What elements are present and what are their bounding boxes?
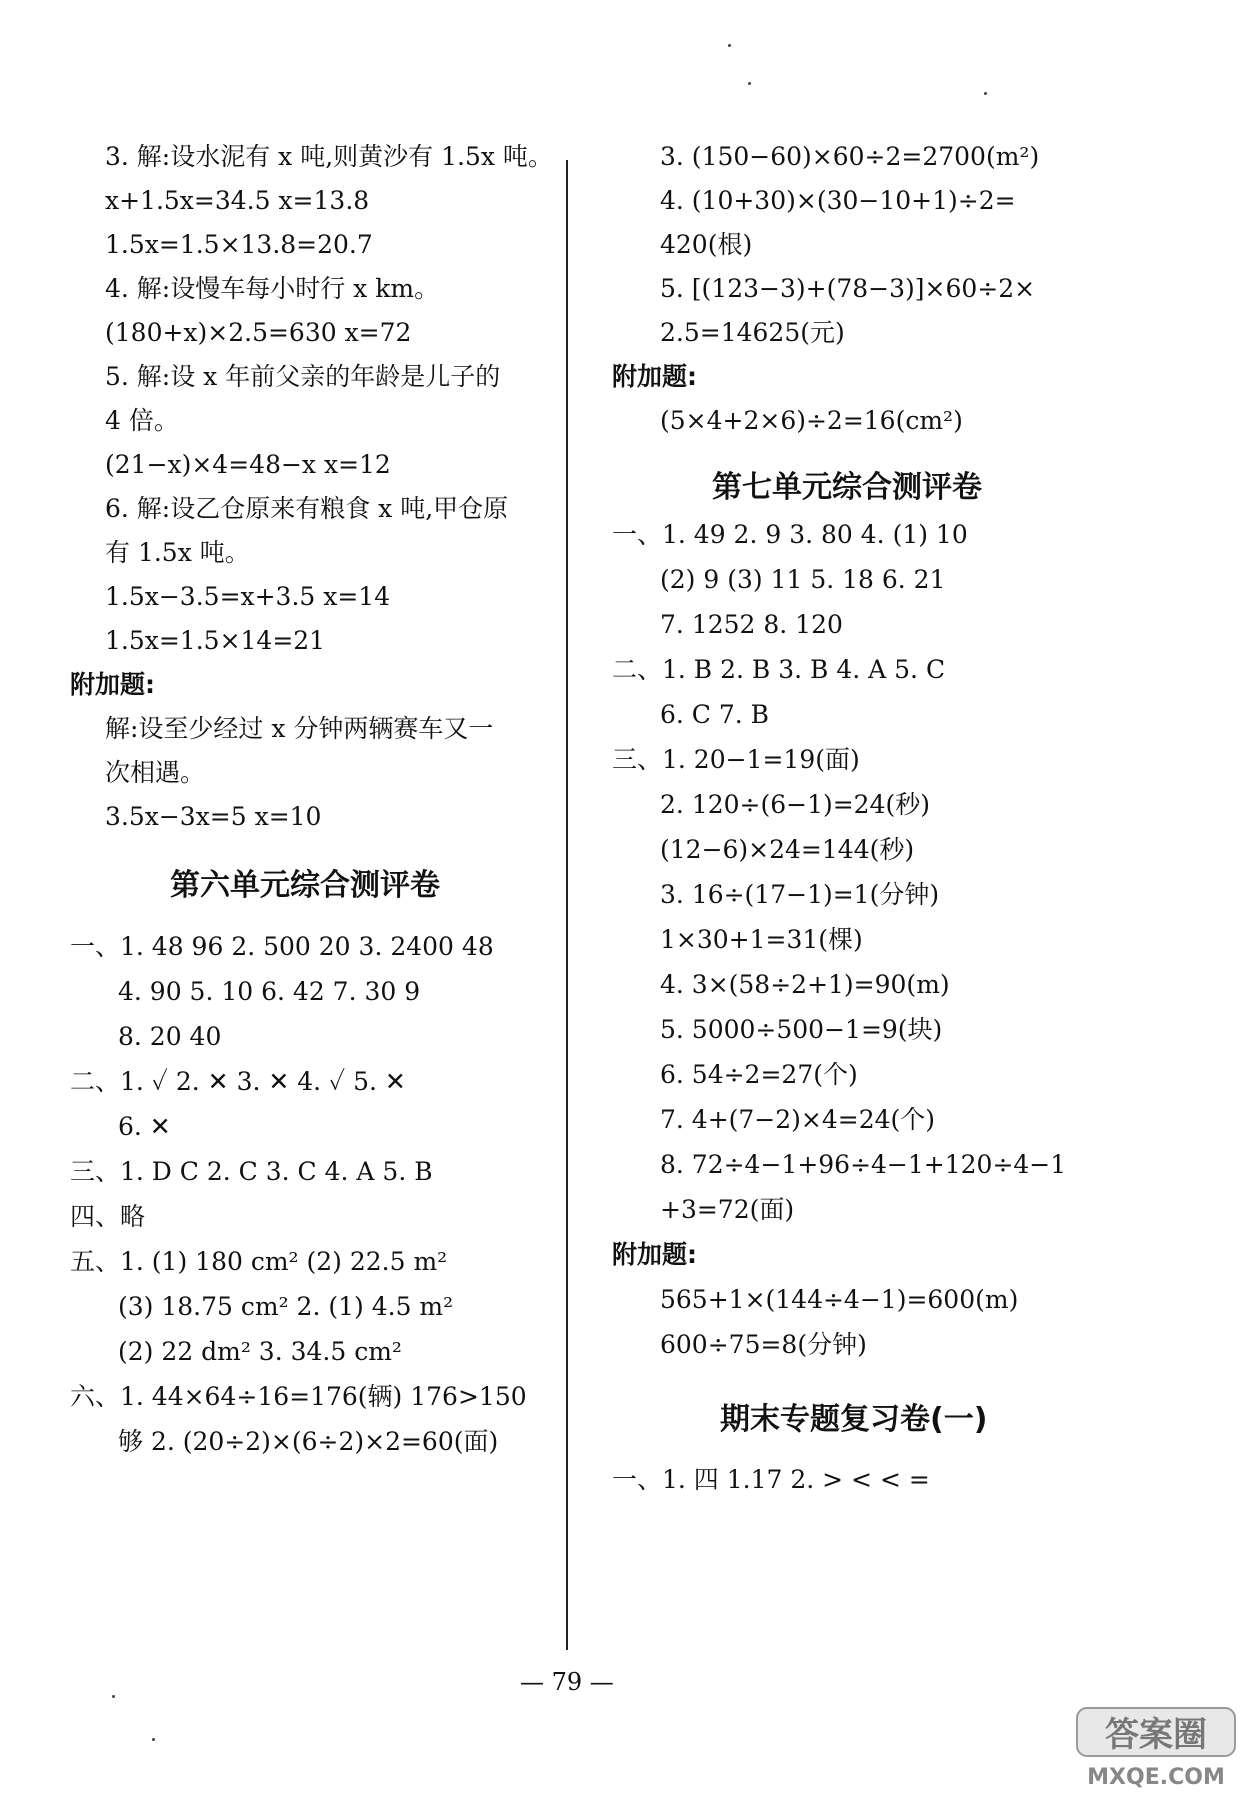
- svg-text:MXQE.COM: MXQE.COM: [1087, 1765, 1225, 1790]
- extra-line3: 3.5x−3x=5 x=10: [105, 802, 322, 831]
- r-q4-line1: 4. (10+30)×(30−10+1)÷2=: [660, 186, 1016, 215]
- q3-line3: 1.5x=1.5×13.8=20.7: [105, 230, 373, 259]
- scan-speck: [728, 44, 731, 47]
- u7-part1-line3: 7. 1252 8. 120: [660, 610, 843, 639]
- u6-part2-line2: 6. ✕: [118, 1112, 171, 1141]
- u6-part1-line2: 4. 90 5. 10 6. 42 7. 30 9: [118, 977, 421, 1006]
- final-part1-line1: 一、1. 四 1.17 2. > < < =: [612, 1465, 930, 1494]
- u6-part1-line3: 8. 20 40: [118, 1022, 222, 1051]
- u7-part3-q8-line1: 8. 72÷4−1+96÷4−1+120÷4−1: [660, 1150, 1067, 1179]
- u7-part2-line1: 二、1. B 2. B 3. B 4. A 5. C: [612, 655, 946, 684]
- u6-part6-line2: 够 2. (20÷2)×(6÷2)×2=60(面): [118, 1427, 499, 1456]
- final-review-title: 期末专题复习卷(一): [720, 1402, 988, 1437]
- u7-part3-q2-line1: 2. 120÷(6−1)=24(秒): [660, 790, 930, 819]
- q5-line2: 4 倍。: [105, 406, 179, 435]
- u6-part3: 三、1. D C 2. C 3. C 4. A 5. B: [70, 1157, 433, 1186]
- r-extra2-label: 附加题:: [612, 1240, 697, 1269]
- u6-part1-line1: 一、1. 48 96 2. 500 20 3. 2400 48: [70, 932, 494, 961]
- q6-line2: 有 1.5x 吨。: [105, 538, 250, 567]
- unit6-title: 第六单元综合测评卷: [170, 868, 440, 903]
- u6-part4: 四、略: [70, 1202, 146, 1231]
- watermark-logo-icon: [1071, 1702, 1241, 1792]
- column-divider: [566, 160, 568, 1650]
- q4-line2: (180+x)×2.5=630 x=72: [105, 318, 412, 347]
- r-extra: (5×4+2×6)÷2=16(cm²): [660, 406, 963, 435]
- u7-part3-q7: 7. 4+(7−2)×4=24(个): [660, 1105, 936, 1134]
- r-q3: 3. (150−60)×60÷2=2700(m²): [660, 142, 1040, 171]
- u6-part6-line1: 六、1. 44×64÷16=176(辆) 176>150: [70, 1382, 527, 1411]
- extra-label: 附加题:: [70, 670, 155, 699]
- scan-speck: [984, 92, 987, 95]
- u7-part2-line2: 6. C 7. B: [660, 700, 770, 729]
- u6-part5-line3: (2) 22 dm² 3. 34.5 cm²: [118, 1337, 402, 1366]
- q6-line1: 6. 解:设乙仓原来有粮食 x 吨,甲仓原: [105, 494, 509, 523]
- u7-part1-line2: (2) 9 (3) 11 5. 18 6. 21: [660, 565, 946, 594]
- q6-line4: 1.5x=1.5×14=21: [105, 626, 326, 655]
- watermark-logo: [1071, 1702, 1241, 1792]
- r-q5-line2: 2.5=14625(元): [660, 318, 845, 347]
- r-q4-line2: 420(根): [660, 230, 753, 259]
- page-number: — 79 —: [520, 1668, 614, 1696]
- u7-part1-line1: 一、1. 49 2. 9 3. 80 4. (1) 10: [612, 520, 968, 549]
- unit7-title: 第七单元综合测评卷: [712, 470, 982, 505]
- u7-part3-q1: 三、1. 20−1=19(面): [612, 745, 860, 774]
- r-extra2-line2: 600÷75=8(分钟): [660, 1330, 867, 1359]
- u7-part3-q5: 5. 5000÷500−1=9(块): [660, 1015, 943, 1044]
- u7-part3-q3-line2: 1×30+1=31(棵): [660, 925, 863, 954]
- scan-speck: [152, 1738, 155, 1741]
- q6-line3: 1.5x−3.5=x+3.5 x=14: [105, 582, 391, 611]
- q3-line1: 3. 解:设水泥有 x 吨,则黄沙有 1.5x 吨。: [105, 142, 553, 171]
- u7-part3-q4: 4. 3×(58÷2+1)=90(m): [660, 970, 950, 999]
- q5-line1: 5. 解:设 x 年前父亲的年龄是儿子的: [105, 362, 501, 391]
- r-q5-line1: 5. [(123−3)+(78−3)]×60÷2×: [660, 274, 1036, 303]
- extra-line2: 次相遇。: [105, 758, 206, 787]
- r-extra-label: 附加题:: [612, 362, 697, 391]
- q3-line2: x+1.5x=34.5 x=13.8: [105, 186, 370, 215]
- extra-line1: 解:设至少经过 x 分钟两辆赛车又一: [105, 714, 494, 743]
- scan-speck: [112, 1695, 115, 1698]
- q4-line1: 4. 解:设慢车每小时行 x km。: [105, 274, 440, 303]
- u6-part5-line1: 五、1. (1) 180 cm² (2) 22.5 m²: [70, 1247, 448, 1276]
- scan-speck: [748, 82, 751, 85]
- u7-part3-q3-line1: 3. 16÷(17−1)=1(分钟): [660, 880, 940, 909]
- u7-part3-q6: 6. 54÷2=27(个): [660, 1060, 858, 1089]
- u6-part5-line2: (3) 18.75 cm² 2. (1) 4.5 m²: [118, 1292, 454, 1321]
- svg-text:答案圈: 答案圈: [1105, 1715, 1207, 1755]
- u7-part3-q2-line2: (12−6)×24=144(秒): [660, 835, 915, 864]
- u7-part3-q8-line2: +3=72(面): [660, 1195, 795, 1224]
- q5-line3: (21−x)×4=48−x x=12: [105, 450, 391, 479]
- r-extra2-line1: 565+1×(144÷4−1)=600(m): [660, 1285, 1019, 1314]
- u6-part2-line1: 二、1. ✓ 2. ✕ 3. ✕ 4. ✓ 5. ✕: [70, 1067, 406, 1096]
